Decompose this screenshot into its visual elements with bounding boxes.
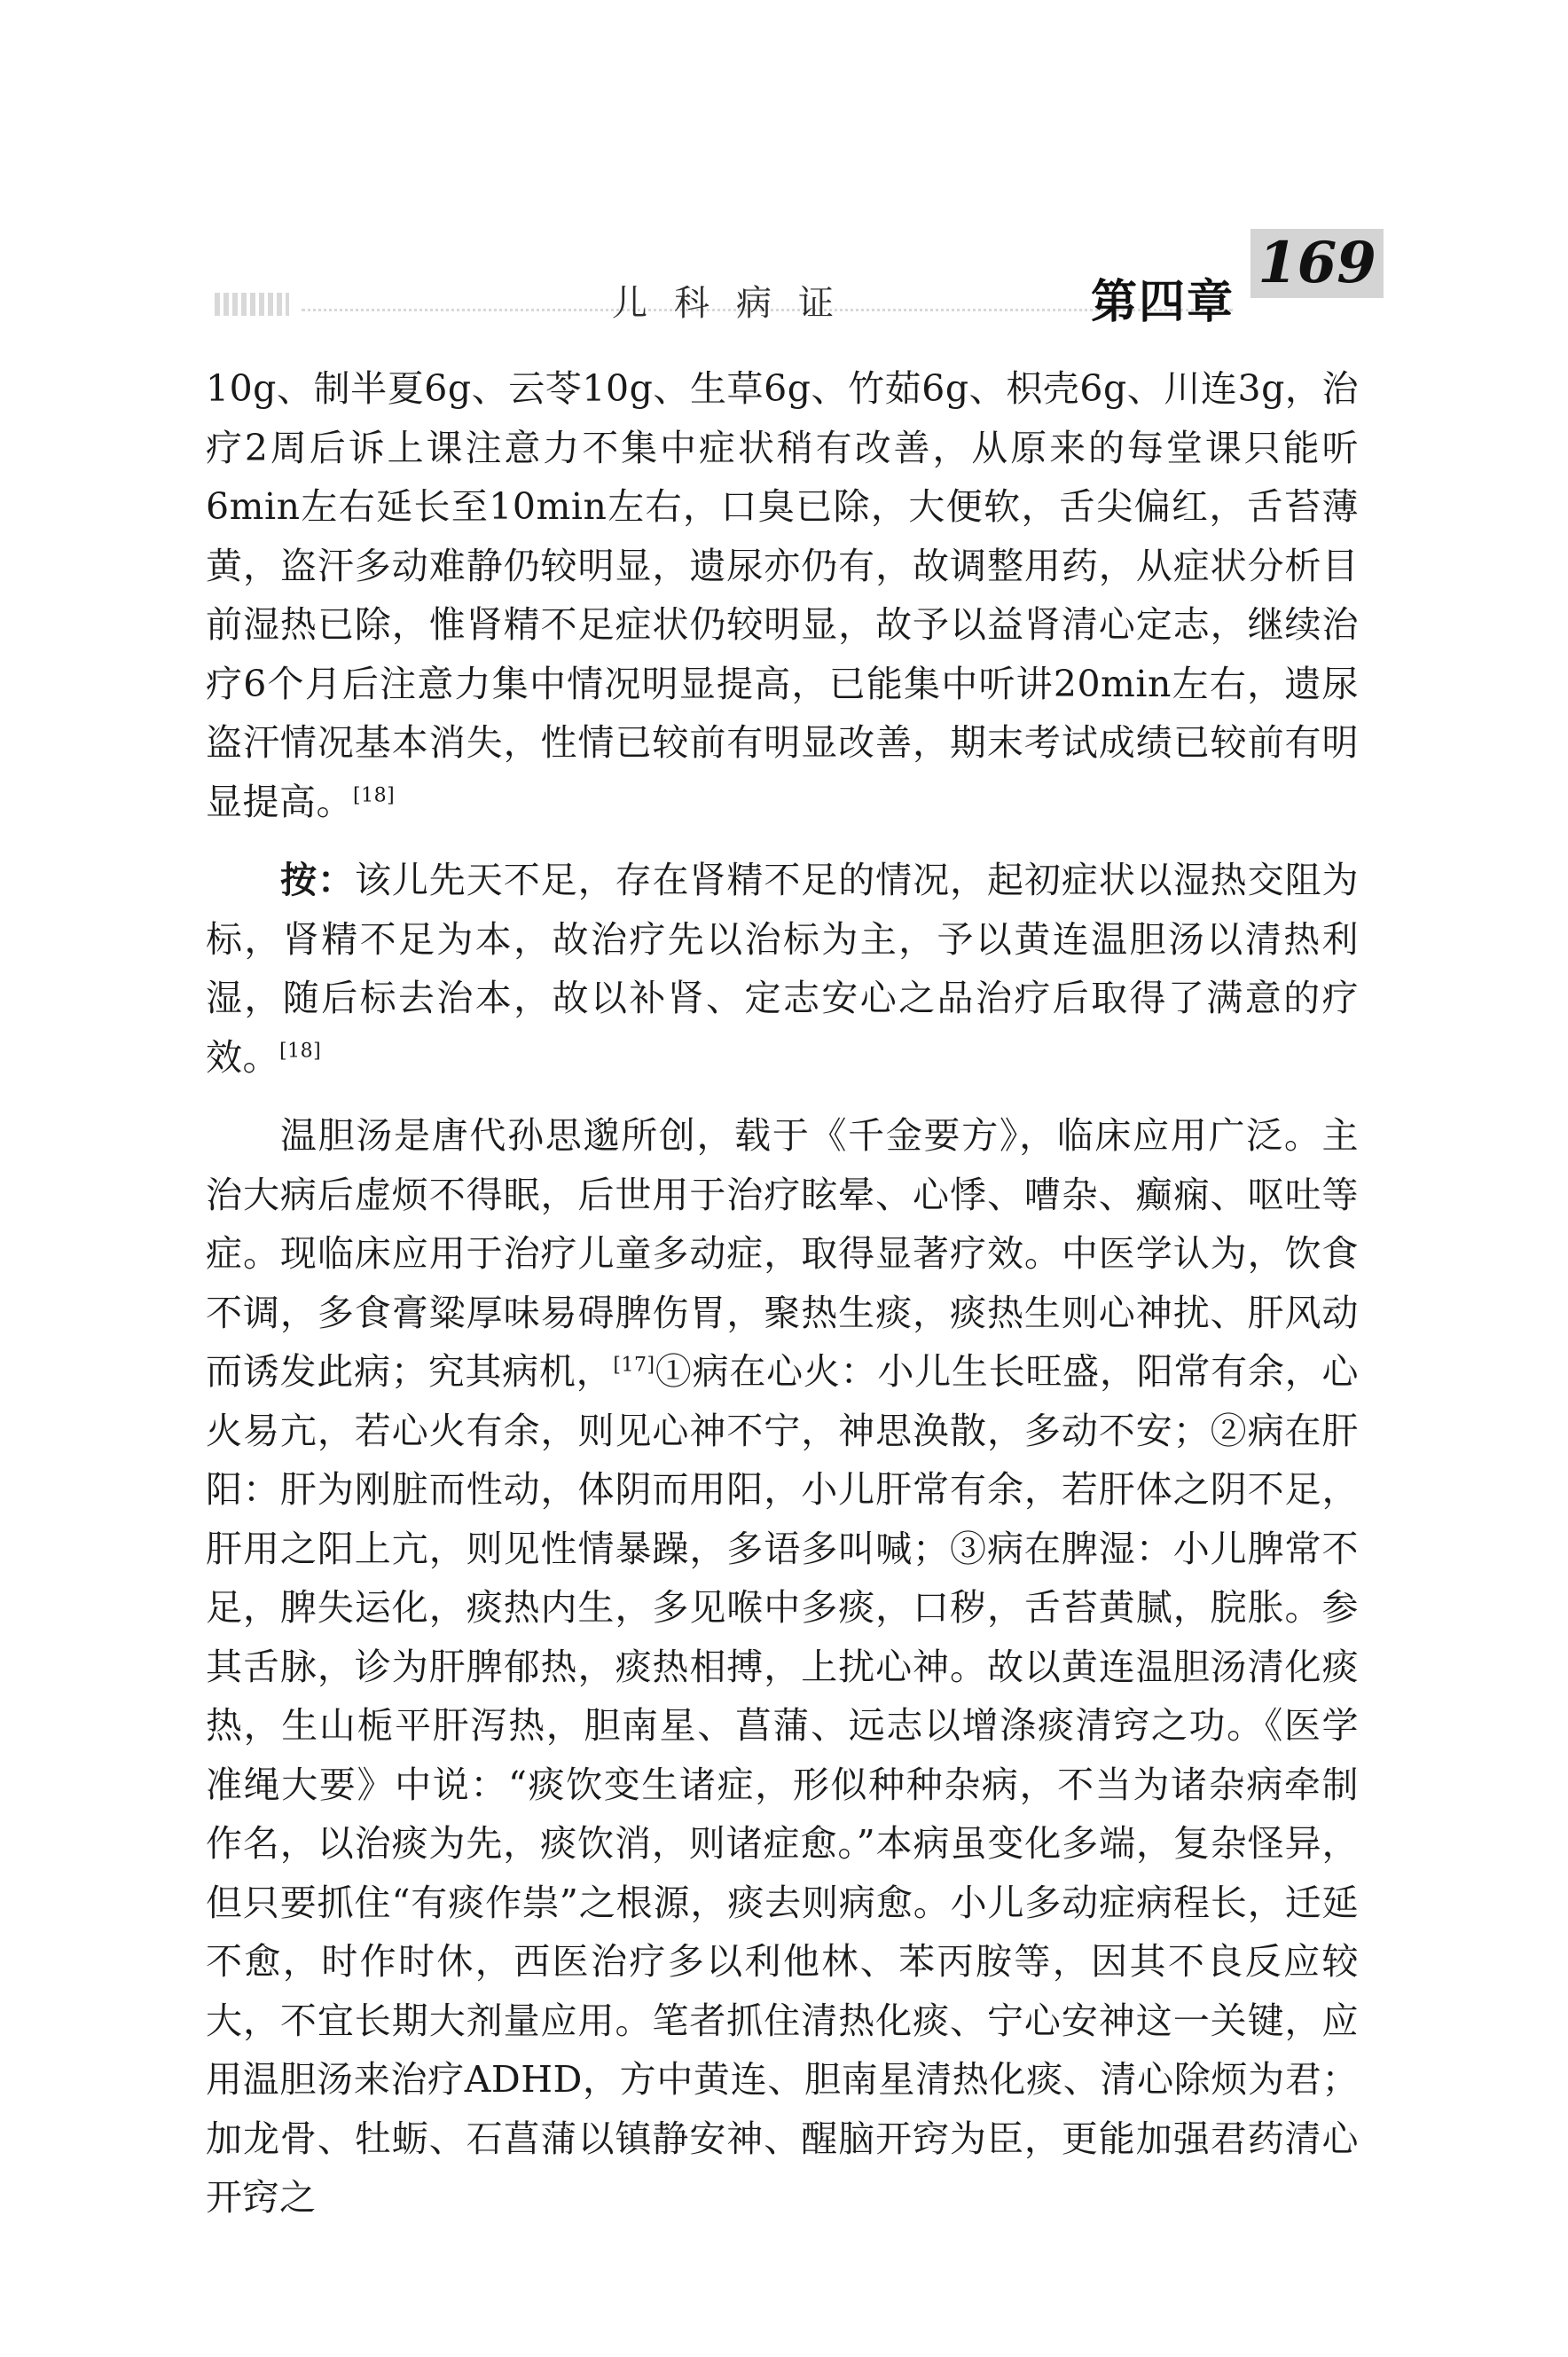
header-ornament bbox=[215, 293, 289, 316]
citation-ref: [18] bbox=[279, 1039, 322, 1062]
paragraph-text: 10g、制半夏6g、云苓10g、生草6g、竹茹6g、枳壳6g、川连3g，治疗2周后诉上课注意力不集中症状稍有改善，从原来的每堂课只能听6min左右延长至10min左右，口臭已除，大便软，舌尖偏红，舌苔薄黄，盗汗多动难静仍较明显，遗尿亦仍有，故调整用药，从症状分析目前湿热已除，惟肾精不足症状仍较明显，故予以益肾清心定志，继续治疗6个月后注意力集中情况明显提高，已能集中听讲20min左右，遗尿盗汗情况基本消失，性情已较前有明显改善，期末考试成绩已较前有明显提高。 bbox=[206, 367, 1359, 823]
paragraph-case-continuation bbox=[206, 359, 1359, 831]
paragraph-commentary bbox=[206, 851, 1359, 1087]
body-text bbox=[206, 359, 1359, 2247]
chapter-label: 第四章 bbox=[1091, 276, 1235, 329]
citation-ref: [17] bbox=[613, 1354, 655, 1377]
paragraph-text-part-a: 温胆汤是唐代孙思邈所创，载于《千金要方》，临床应用广泛。主治大病后虚烦不得眠，后世用于治疗眩晕、心悸、嘈杂、癫痫、呕吐等症。现临床应用于治疗儿童多动症，取得显著疗效。中医学认为，饮食不调，多食膏粱厚味易碍脾伤胃，聚热生痰，痰热生则心神扰、肝风动而诱发此病；究其病机， bbox=[206, 1114, 1359, 1393]
paragraph-text-part-b: ①病在心火：小儿生长旺盛，阳常有余，心火易亢，若心火有余，则见心神不宁，神思涣散，多动不安；②病在肝阳：肝为刚脏而性动，体阴而用阳，小儿肝常有余，若肝体之阴不足，肝用之阳上亢，则见性情暴躁，多语多叫喊；③病在脾湿：小儿脾常不足，脾失运化，痰热内生，多见喉中多痰，口秽，舌苔黄腻，脘胀。参其舌脉，诊为肝脾郁热，痰热相搏，上扰心神。故以黄连温胆汤清化痰热，生山栀平肝泻热，胆南星、菖蒲、远志以增涤痰清窍之功。《医学准绳大要》中说：“痰饮变生诸症，形似种种杂病，不当为诸杂病牵制作名，以治痰为先，痰饮消，则诸症愈。”本病虽变化多端，复杂怪异，但只要抓住“有痰作祟”之根源，痰去则病愈。小儿多动症病程长，迁延不愈，时作时休，西医治疗多以利他林、苯丙胺等，因其不良反应较大，不宜长期大剂量应用。笔者抓住清热化痰、宁心安神这一关键，应用温胆汤来治疗ADHD，方中黄连、胆南星清热化痰、清心除烦为君；加龙骨、牡蛎、石菖蒲以镇静安神、醒脑开窍为臣，更能加强君药清心开窍之 bbox=[206, 1350, 1360, 2219]
citation-ref: [18] bbox=[353, 783, 396, 806]
running-title: 儿科病证 bbox=[612, 283, 860, 324]
paragraph-lead: 按： bbox=[280, 859, 355, 901]
page-header bbox=[204, 230, 1384, 335]
page-number: 169 bbox=[1250, 229, 1384, 298]
paragraph-text: 该儿先天不足，存在肾精不足的情况，起初症状以湿热交阻为标，肾精不足为本，故治疗先以治标为主，予以黄连温胆汤以清热利湿，随后标去治本，故以补肾、定志安心之品治疗后取得了满意的疗效。 bbox=[206, 859, 1360, 1079]
paragraph-discussion bbox=[206, 1106, 1359, 2227]
